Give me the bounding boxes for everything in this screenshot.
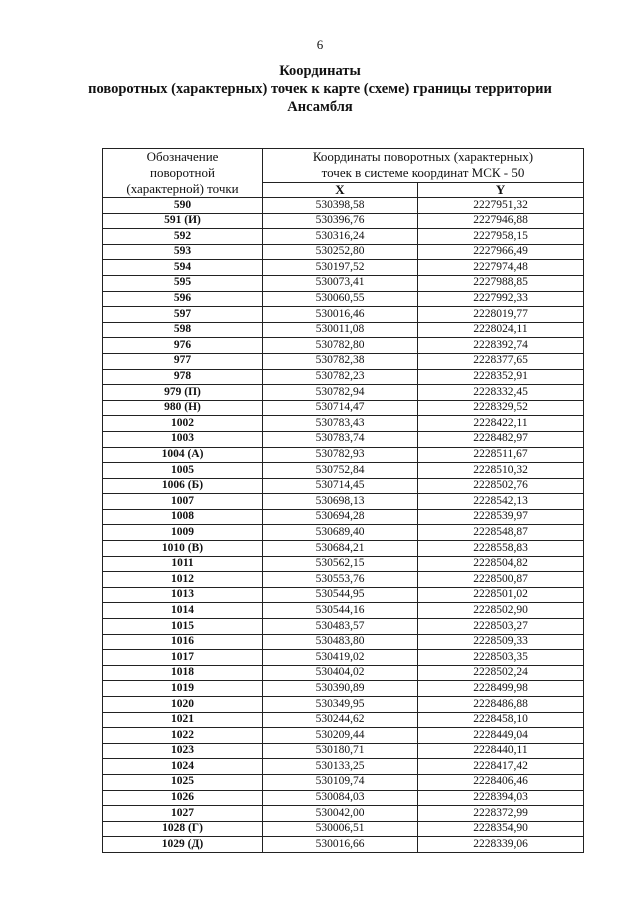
point-cell: 1020: [103, 697, 263, 713]
point-cell: 1018: [103, 665, 263, 681]
point-cell: 597: [103, 307, 263, 323]
x-cell: 530782,94: [263, 385, 418, 401]
table-row: [103, 307, 584, 323]
point-cell: 1002: [103, 416, 263, 432]
y-cell: 2228486,88: [418, 697, 584, 713]
header-point-designation: [103, 149, 263, 198]
x-cell: 530060,55: [263, 291, 418, 307]
table-row: [103, 837, 584, 853]
header-point-line-3: (характерной) точки: [126, 181, 239, 196]
point-cell: 1016: [103, 634, 263, 650]
table-row: [103, 681, 584, 697]
page-number: 6: [316, 37, 324, 52]
x-cell: 530316,24: [263, 229, 418, 245]
point-cell: 1003: [103, 431, 263, 447]
table-row: [103, 572, 584, 588]
y-cell: 2227958,15: [418, 229, 584, 245]
y-cell: 2228504,82: [418, 556, 584, 572]
table-row: [103, 478, 584, 494]
table-row: [103, 525, 584, 541]
point-cell: 1007: [103, 494, 263, 510]
x-cell: 530073,41: [263, 275, 418, 291]
y-cell: 2228482,97: [418, 431, 584, 447]
table-row: [103, 556, 584, 572]
point-cell: 1022: [103, 728, 263, 744]
y-cell: 2228332,45: [418, 385, 584, 401]
y-cell: 2227951,32: [418, 198, 584, 214]
y-cell: 2228501,02: [418, 587, 584, 603]
point-cell: 980 (Н): [103, 400, 263, 416]
x-cell: 530483,80: [263, 634, 418, 650]
x-cell: 530714,45: [263, 478, 418, 494]
y-cell: 2227946,88: [418, 213, 584, 229]
table-row: [103, 275, 584, 291]
y-cell: 2227966,49: [418, 244, 584, 260]
point-cell: 1010 (В): [103, 541, 263, 557]
point-cell: 593: [103, 244, 263, 260]
x-cell: 530349,95: [263, 697, 418, 713]
table-row: [103, 541, 584, 557]
y-cell: 2228392,74: [418, 338, 584, 354]
point-cell: 979 (П): [103, 385, 263, 401]
y-cell: 2228354,90: [418, 821, 584, 837]
point-cell: 1006 (Б): [103, 478, 263, 494]
x-cell: 530782,93: [263, 447, 418, 463]
x-cell: 530562,15: [263, 556, 418, 572]
y-cell: 2227988,85: [418, 275, 584, 291]
point-cell: 976: [103, 338, 263, 354]
x-cell: 530396,76: [263, 213, 418, 229]
header-x: X: [263, 182, 418, 197]
table-row: [103, 447, 584, 463]
table-row: [103, 400, 584, 416]
point-cell: 1021: [103, 712, 263, 728]
x-cell: 530084,03: [263, 790, 418, 806]
x-cell: 530544,16: [263, 603, 418, 619]
x-cell: 530783,43: [263, 416, 418, 432]
table-row: [103, 743, 584, 759]
table-row: [103, 198, 584, 214]
y-cell: 2227992,33: [418, 291, 584, 307]
x-cell: 530006,51: [263, 821, 418, 837]
x-cell: 530782,80: [263, 338, 418, 354]
point-cell: 1019: [103, 681, 263, 697]
x-cell: 530694,28: [263, 509, 418, 525]
table-row: [103, 634, 584, 650]
x-cell: 530016,46: [263, 307, 418, 323]
y-cell: 2228458,10: [418, 712, 584, 728]
y-cell: 2228449,04: [418, 728, 584, 744]
y-cell: 2228542,13: [418, 494, 584, 510]
point-cell: 978: [103, 369, 263, 385]
x-cell: 530209,44: [263, 728, 418, 744]
x-cell: 530180,71: [263, 743, 418, 759]
y-cell: 2228500,87: [418, 572, 584, 588]
y-cell: 2228019,77: [418, 307, 584, 323]
x-cell: 530011,08: [263, 322, 418, 338]
x-cell: 530714,47: [263, 400, 418, 416]
y-cell: 2228422,11: [418, 416, 584, 432]
x-cell: 530483,57: [263, 619, 418, 635]
y-cell: 2228548,87: [418, 525, 584, 541]
y-cell: 2228502,24: [418, 665, 584, 681]
point-cell: 1012: [103, 572, 263, 588]
table-row: [103, 213, 584, 229]
table-row: [103, 353, 584, 369]
table-row: [103, 494, 584, 510]
point-cell: 595: [103, 275, 263, 291]
point-cell: 1004 (А): [103, 447, 263, 463]
table-row: [103, 759, 584, 775]
table-row: [103, 697, 584, 713]
title-line-2: поворотных (характерных) точек к карте (схеме) границы территории: [88, 81, 552, 97]
point-cell: 591 (И): [103, 213, 263, 229]
point-cell: 1024: [103, 759, 263, 775]
y-cell: 2228558,83: [418, 541, 584, 557]
header-y: Y: [418, 182, 584, 197]
y-cell: 2228329,52: [418, 400, 584, 416]
point-cell: 1025: [103, 774, 263, 790]
y-cell: 2228499,98: [418, 681, 584, 697]
y-cell: 2228406,46: [418, 774, 584, 790]
y-cell: 2228502,76: [418, 478, 584, 494]
y-cell: 2228339,06: [418, 837, 584, 853]
y-cell: 2228509,33: [418, 634, 584, 650]
x-cell: 530197,52: [263, 260, 418, 276]
point-cell: 1005: [103, 463, 263, 479]
point-cell: 1013: [103, 587, 263, 603]
y-cell: 2228511,67: [418, 447, 584, 463]
x-cell: 530544,95: [263, 587, 418, 603]
point-cell: 594: [103, 260, 263, 276]
point-cell: 1011: [103, 556, 263, 572]
x-cell: 530016,66: [263, 837, 418, 853]
table-row: [103, 712, 584, 728]
table-row: [103, 587, 584, 603]
table-row: [103, 244, 584, 260]
y-cell: 2227974,48: [418, 260, 584, 276]
x-cell: 530419,02: [263, 650, 418, 666]
document-title: [0, 62, 640, 116]
table-row: [103, 431, 584, 447]
table-row: [103, 821, 584, 837]
x-cell: 530398,58: [263, 198, 418, 214]
y-cell: 2228503,35: [418, 650, 584, 666]
point-cell: 1008: [103, 509, 263, 525]
point-cell: 1009: [103, 525, 263, 541]
y-cell: 2228502,90: [418, 603, 584, 619]
table-row: [103, 229, 584, 245]
table-row: [103, 260, 584, 276]
table-row: [103, 416, 584, 432]
table-row: [103, 774, 584, 790]
table-row: [103, 338, 584, 354]
table-row: [103, 385, 584, 401]
y-cell: 2228539,97: [418, 509, 584, 525]
y-cell: 2228352,91: [418, 369, 584, 385]
y-cell: 2228372,99: [418, 806, 584, 822]
x-cell: 530404,02: [263, 665, 418, 681]
coordinates-table: [102, 148, 584, 853]
table-row: [103, 665, 584, 681]
point-cell: 590: [103, 198, 263, 214]
header-coordinates: [263, 149, 584, 183]
point-cell: 596: [103, 291, 263, 307]
point-cell: 1015: [103, 619, 263, 635]
x-cell: 530109,74: [263, 774, 418, 790]
table-row: [103, 463, 584, 479]
point-cell: 592: [103, 229, 263, 245]
table-row: [103, 322, 584, 338]
y-cell: 2228503,27: [418, 619, 584, 635]
table-row: [103, 369, 584, 385]
table-row: [103, 509, 584, 525]
y-cell: 2228394,03: [418, 790, 584, 806]
x-cell: 530752,84: [263, 463, 418, 479]
header-point-line-1: Обозначение: [146, 149, 219, 164]
x-cell: 530244,62: [263, 712, 418, 728]
table-row: [103, 603, 584, 619]
header-coords-line-1: Координаты поворотных (характерных): [312, 149, 534, 165]
x-cell: 530133,25: [263, 759, 418, 775]
y-cell: 2228024,11: [418, 322, 584, 338]
x-cell: 530782,23: [263, 369, 418, 385]
table-row: [103, 790, 584, 806]
table-row: [103, 291, 584, 307]
point-cell: 1029 (Д): [103, 837, 263, 853]
point-cell: 1023: [103, 743, 263, 759]
x-cell: 530553,76: [263, 572, 418, 588]
x-cell: 530042,00: [263, 806, 418, 822]
header-point-line-2: поворотной: [150, 165, 215, 180]
x-cell: 530390,89: [263, 681, 418, 697]
y-cell: 2228510,32: [418, 463, 584, 479]
table-row: [103, 806, 584, 822]
point-cell: 1014: [103, 603, 263, 619]
y-cell: 2228377,65: [418, 353, 584, 369]
point-cell: 1028 (Г): [103, 821, 263, 837]
y-cell: 2228417,42: [418, 759, 584, 775]
table-row: [103, 619, 584, 635]
point-cell: 977: [103, 353, 263, 369]
x-cell: 530698,13: [263, 494, 418, 510]
point-cell: 1017: [103, 650, 263, 666]
x-cell: 530783,74: [263, 431, 418, 447]
point-cell: 1026: [103, 790, 263, 806]
title-line-3: Ансамбля: [287, 99, 353, 115]
x-cell: 530782,38: [263, 353, 418, 369]
point-cell: 598: [103, 322, 263, 338]
x-cell: 530252,80: [263, 244, 418, 260]
x-cell: 530689,40: [263, 525, 418, 541]
y-cell: 2228440,11: [418, 743, 584, 759]
title-line-1: Координаты: [279, 63, 361, 79]
header-coords-line-2: точек в системе координат МСК - 50: [321, 165, 525, 181]
table-row: [103, 728, 584, 744]
x-cell: 530684,21: [263, 541, 418, 557]
point-cell: 1027: [103, 806, 263, 822]
table-row: [103, 650, 584, 666]
